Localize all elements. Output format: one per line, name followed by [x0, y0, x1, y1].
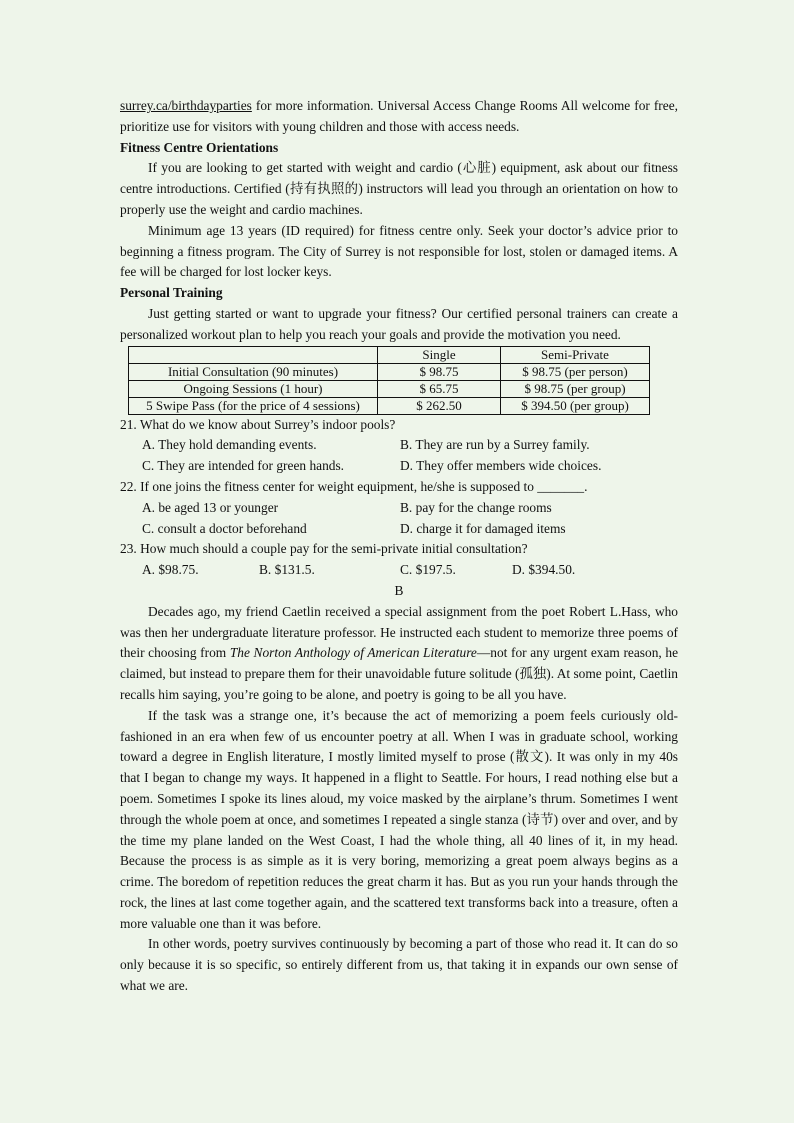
option-a: A. be aged 13 or younger: [142, 499, 279, 515]
option-b: B. $131.5.: [259, 562, 315, 578]
training-heading: Personal Training: [120, 285, 223, 301]
single-price: $ 65.75: [378, 380, 501, 397]
passage-b-paragraph-1: [120, 602, 678, 706]
price-table-header: [129, 346, 650, 363]
fitness-heading: Fitness Centre Orientations: [120, 139, 279, 155]
training-paragraph: Just getting started or want to upgrade your fitness? Our certified personal trainers can create a personalized workout plan to help you reach your goals and provide the motivation you need.: [120, 305, 678, 342]
options-row: [120, 519, 678, 540]
fitness-paragraph-2: Minimum age 13 years (ID required) for fitness centre only. Seek your doctor’s advice prior to beginning a fitness program. The City of Surrey is not responsible for lost, stolen or damaged items. A fee will be charged for lost locker keys.: [120, 222, 678, 280]
table-row: [129, 397, 650, 414]
question-23: [120, 539, 678, 581]
intro-text: for more information. Universal Access Change Rooms All welcome for free, prioritize use for visitors with young children and those with access needs.: [120, 98, 678, 134]
option-b: B. pay for the change rooms: [400, 499, 552, 515]
option-a: A. They hold demanding events.: [142, 437, 317, 453]
semi-private-price: $ 98.75 (per person): [501, 363, 650, 380]
question-21: [120, 415, 678, 477]
question-stem: 22. If one joins the fitness center for weight equipment, he/she is supposed to _______.: [120, 478, 588, 494]
passage-text: —not for any urgent exam reason, he claimed, but instead to prepare them for their unavoidable future solitude (孤独). At some point, Caetlin recalls him saying, you’re going to be alone, and poetry is going to be all you have.: [120, 645, 679, 702]
passage-b-paragraph-3: In other words, poetry survives continuously by becoming a part of those who read it. It can do so only because it is so specific, so entirely different from us, that taking it in expands our own sense of what we are.: [120, 936, 678, 994]
table-row: [129, 380, 650, 397]
section-b-label: B: [394, 582, 404, 598]
document-page: [120, 96, 678, 997]
header-cell-semi-private: Semi-Private: [501, 346, 650, 363]
birthday-parties-link[interactable]: surrey.ca/birthdayparties: [120, 98, 252, 113]
fitness-paragraph-1: If you are looking to get started with weight and cardio (心脏) equipment, ask about our fitness centre introductions. Certified (持有执照的) instructors will lead you through an orientation on how to properly use the weight and cardio machines.: [120, 160, 678, 217]
option-d: D. $394.50.: [512, 562, 576, 578]
book-title: The Norton Anthology of American Literature: [229, 645, 477, 661]
options-row: [120, 456, 678, 477]
row-label: Initial Consultation (90 minutes): [129, 363, 378, 380]
question-stem: 21. What do we know about Surrey’s indoor pools?: [120, 416, 396, 432]
header-cell-blank: [129, 346, 378, 363]
option-d: D. charge it for damaged items: [400, 520, 566, 536]
option-b: B. They are run by a Surrey family.: [400, 437, 590, 453]
single-price: $ 98.75: [378, 363, 501, 380]
passage-text: Decades ago, my friend Caetlin received a special assignment from the poet Robert L.Hass, who was then her undergraduate literature professor. He instructed each student to memorize three poems of their choosing from: [120, 603, 678, 661]
options-row: [120, 498, 678, 519]
option-c: C. They are intended for green hands.: [142, 458, 345, 474]
passage-b-paragraph-2: If the task was a strange one, it’s because the act of memorizing a poem feels curiously old-fashioned in an era when few of us encounter poetry at all. When I was in graduate school, working toward a degree in English literature, I mostly limited myself to prose (散文). It was only in my 40s that I began to change my ways. It happened in a flight to Seattle. For hours, I read nothing else but a poem. Sometimes I spoke its lines aloud, my voice masked by the airplane’s thrum. Sometimes I went through the whole poem at once, and sometimes I repeated a single stanza (诗节) over and over, and by the time my plane landed on the West Coast, I had the whole thing, all 40 lines of it, in my head. Because the process is as simple as it is very boring, memorizing a great poem always begins as a crime. The boredom of repetition reduces the great charm it has. But as you run your hands through the rock, the lines at last come together again, and the scattered text transforms back into a treasure, often a more valuable one than it was before.: [120, 707, 678, 931]
option-c: C. consult a doctor beforehand: [142, 520, 307, 536]
intro-paragraph: [120, 96, 678, 138]
option-c: C. $197.5.: [400, 562, 456, 578]
semi-private-price: $ 98.75 (per group): [501, 380, 650, 397]
semi-private-price: $ 394.50 (per group): [501, 397, 650, 414]
options-row: [120, 435, 678, 456]
question-stem: 23. How much should a couple pay for the semi-private initial consultation?: [120, 541, 528, 557]
row-label: 5 Swipe Pass (for the price of 4 sessions): [129, 397, 378, 414]
price-table: [128, 346, 650, 415]
option-d: D. They offer members wide choices.: [400, 458, 602, 474]
table-row: [129, 363, 650, 380]
options-row: [120, 560, 678, 581]
row-label: Ongoing Sessions (1 hour): [129, 380, 378, 397]
option-a: A. $98.75.: [142, 562, 199, 578]
header-cell-single: Single: [378, 346, 501, 363]
single-price: $ 262.50: [378, 397, 501, 414]
question-22: [120, 477, 678, 539]
